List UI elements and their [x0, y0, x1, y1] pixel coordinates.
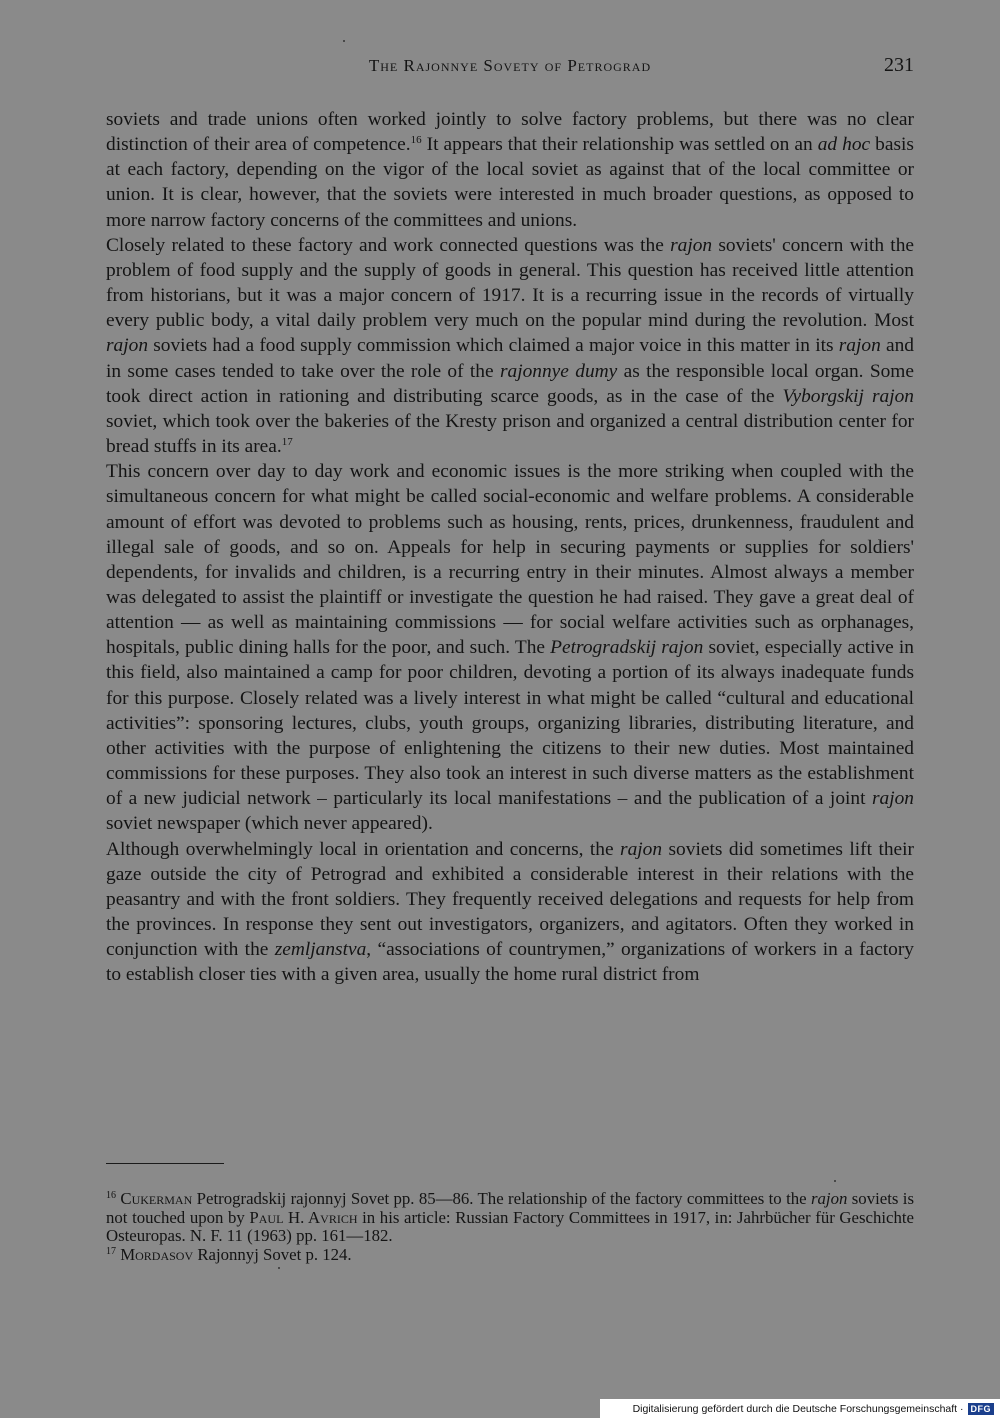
author-name: Mordasov: [120, 1244, 194, 1264]
footnote-rule: [106, 1163, 224, 1164]
footnotes: [106, 1190, 914, 1264]
body-paragraph: [106, 459, 914, 836]
text-run: soviets did sometimes lift their gaze outside the city of Petrograd and exhibited a considerable interest in their relations with the peasantry and with the front soldiers. They frequently received delegations and requests for help from the provinces. In response they sent out investigators, organizers, and agitators. Often they worked in conjunction with the: [106, 838, 914, 961]
italic-term: ad hoc: [817, 134, 871, 156]
page-number: 231: [884, 54, 914, 76]
scan-speck: [343, 40, 345, 42]
note-reference: 16: [410, 134, 422, 147]
italic-term: rajonnye dumy: [499, 360, 618, 382]
text-run: in his article: Russian Factory Committees in 1917, in: Jahrbücher für Geschichte Osteuropas. N. F. 11 (1963) pp. 161—182.: [106, 1207, 914, 1245]
body-paragraph: [106, 107, 914, 233]
running-head: [106, 56, 914, 84]
note-reference: 16: [106, 1190, 116, 1201]
text-run: It appears that their relationship was settled on an: [421, 134, 818, 156]
italic-term: rajon: [670, 234, 713, 256]
scan-speck: [834, 1180, 836, 1182]
text-run: Petrogradskij rajonnyj Sovet pp. 85—86. The relationship of the factory committees to the: [192, 1189, 811, 1208]
note-reference: 17: [281, 436, 293, 449]
body-paragraph: [106, 233, 914, 459]
body-paragraph: [106, 837, 914, 988]
italic-term: rajon: [106, 335, 149, 357]
body-text: [106, 107, 914, 987]
footnote: [106, 1190, 914, 1246]
text-run: soviets' concern with the problem of food supply and the supply of goods in general. This question has received little attention from historians, but it was a major concern of 1917. It is a recurring issue in the records of virtually every public body, a vital daily problem very much on the popular mind during the revolution. Most: [106, 234, 914, 332]
digitization-credit: [600, 1399, 1000, 1418]
text-run: soviets had a food supply commission which claimed a major voice in this matter in its: [148, 335, 839, 357]
text-run: , “associations of countrymen,” organizations of workers in a factory to establish closer ties with a given area, usually the home rural district from: [106, 939, 914, 986]
running-title: The Rajonnye Sovety of Petrograd: [368, 56, 652, 75]
text-run: Although overwhelmingly local in orientation and concerns, the: [106, 838, 621, 860]
text-run: This concern over day to day work and economic issues is the more striking when coupled with the simultaneous concern for what might be called social-economic and welfare problems. A considerable amount of effort was devoted to problems such as housing, rents, prices, drunkenness, fraudulent and illegal sale of goods, and so on. Appeals for help in securing payments or supplies for soldiers' dependents, for invalids and children, is a recurring entry in their minutes. Almost always a member was delegated to assist the plaintiff or investigate the question he had raised. They gave a great deal of attention — as well as maintaining commissions — for social welfare activities such as orphanages, hospitals, public dining halls for the poor, and such. The: [106, 461, 914, 659]
footnote: [106, 1246, 914, 1265]
author-name: Paul H. Avrich: [249, 1207, 358, 1227]
italic-term: rajon: [620, 838, 663, 860]
italic-term: rajon: [838, 335, 881, 357]
text-run: soviet, which took over the bakeries of the Kresty prison and organized a central distribution center for bread stuffs in its area.: [106, 410, 914, 458]
scan-speck: [278, 1267, 280, 1269]
credit-text: Digitalisierung gefördert durch die Deutsche Forschungsgemeinschaft ·: [632, 1402, 964, 1415]
text-run: soviets and trade unions often worked jointly to solve factory problems, but there was no clear distinction of their area of competence.: [106, 109, 914, 156]
note-reference: 17: [106, 1245, 116, 1257]
dfg-logo: DFG: [968, 1403, 995, 1415]
text-run: soviet newspaper (which never appeared).: [106, 813, 433, 835]
author-name: Cukerman: [120, 1189, 193, 1208]
italic-term: Petrogradskij rajon: [550, 637, 704, 659]
text-run: basis at each factory, depending on the vigor of the local soviet as against that of the local committee or union. It is clear, however, that the soviets were interested in much broader questions, as opposed to more narrow factory concerns of the committees and unions.: [106, 134, 914, 231]
text-run: soviet, especially active in this field, also maintained a camp for poor children, devoting a portion of its always inadequate funds for this purpose. Closely related was a lively interest in what might be called “cultural and educational activities”: sponsoring lectures, clubs, youth groups, organizing libraries, distributing literature, and other activities with the purpose of enlightening the citizens to their new duties. Most maintained commissions for these purposes. They also took an interest in such diverse matters as the establishment of a new judicial network – particularly its local manifestations – and the publication of a joint: [106, 637, 914, 810]
text-run: soviets is not touched upon by: [106, 1189, 914, 1227]
italic-term: zemljanstva: [274, 939, 367, 961]
text-run: Closely related to these factory and work connected questions was the: [106, 234, 671, 256]
text-run: as the responsible local organ. Some took direct action in rationing and distributing scarce goods, as in the case of the: [106, 360, 914, 407]
text-run: Rajonnyj Sovet p. 124.: [193, 1244, 352, 1264]
italic-term: Vyborgskij rajon: [782, 385, 914, 407]
text-run: and in some cases tended to take over the role of the: [106, 335, 914, 382]
italic-term: rajon: [871, 788, 914, 810]
italic-term: rajon: [811, 1189, 848, 1208]
